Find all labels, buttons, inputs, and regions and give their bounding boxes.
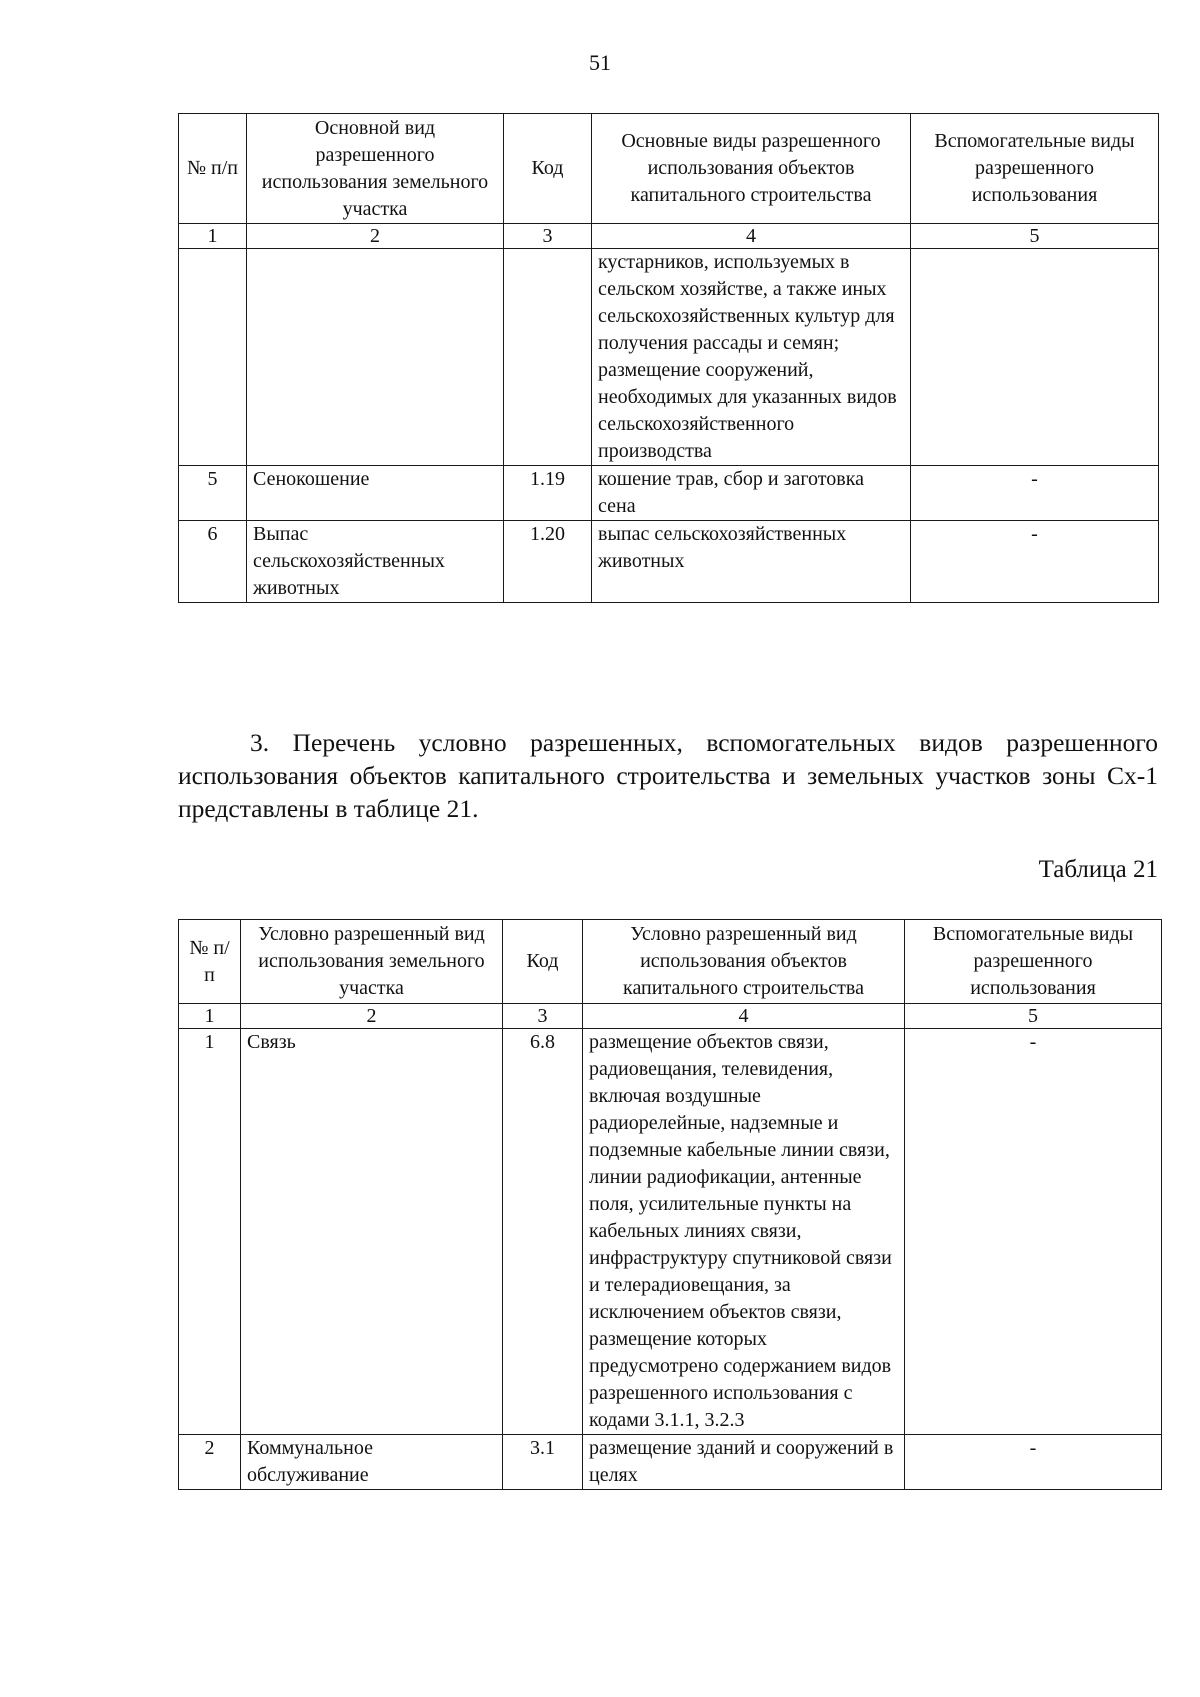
conditional-use-table (178, 919, 1162, 1490)
cell-aux: - (911, 466, 1159, 521)
table-row (179, 1435, 1162, 1490)
cell-desc: размещение зданий и сооружений в целях (583, 1435, 905, 1490)
table-row (179, 249, 1159, 466)
section-paragraph (178, 726, 1158, 825)
cell-code: 3.1 (503, 1435, 583, 1490)
column-number-row (179, 224, 1159, 249)
col-number: 1 (179, 1004, 241, 1029)
cell-code (504, 249, 592, 466)
land-use-table-continued (178, 113, 1159, 603)
col-number: 3 (503, 1004, 583, 1029)
header-main-obj: Основные виды разрешенного использования объектов капитального строительства (592, 114, 911, 224)
col-number: 3 (504, 224, 592, 249)
cell-desc: размещение объектов связи, радиовещания, телевидения, включая воздушные радиорелейные, надземные и подземные кабельные линии связи, линии радиофикации, антенные поля, усилительные пункты на кабельных линиях связи, инфраструктуру спутниковой связи и телерадиовещания, за исключением объектов связи, размещение которых предусмотрено содержанием видов разрешенного использования с кодами 3.1.1, 3.2.3 (583, 1029, 905, 1435)
cell-type (247, 249, 504, 466)
cell-num: 5 (179, 466, 247, 521)
col-number: 5 (905, 1004, 1162, 1029)
header-num: № п/п (179, 114, 247, 224)
col-number: 2 (241, 1004, 503, 1029)
col-number: 5 (911, 224, 1159, 249)
col-number: 4 (592, 224, 911, 249)
cell-type: Коммунальное обслуживание (241, 1435, 503, 1490)
cell-num: 6 (179, 521, 247, 603)
header-code: Код (504, 114, 592, 224)
table-row (179, 466, 1159, 521)
cell-code: 1.19 (504, 466, 592, 521)
header-aux: Вспомогательные виды разрешенного использования (905, 920, 1162, 1004)
table-row (179, 521, 1159, 603)
col-number: 1 (179, 224, 247, 249)
cell-aux: - (911, 521, 1159, 603)
cell-type: Сенокошение (247, 466, 504, 521)
cell-desc: выпас сельскохозяйственных животных (592, 521, 911, 603)
header-cond-obj: Условно разрешенный вид использования объектов капитального строительства (583, 920, 905, 1004)
header-aux: Вспомогательные виды разрешенного использования (911, 114, 1159, 224)
column-number-row (179, 1004, 1162, 1029)
header-main-type: Основной вид разрешенного использования земельного участка (247, 114, 504, 224)
cell-num (179, 249, 247, 466)
cell-type: Выпас сельскохозяйственных животных (247, 521, 504, 603)
cell-code: 1.20 (504, 521, 592, 603)
cell-aux: - (905, 1029, 1162, 1435)
col-number: 2 (247, 224, 504, 249)
table-caption: Таблица 21 (1038, 856, 1158, 883)
cell-num: 2 (179, 1435, 241, 1490)
cell-num: 1 (179, 1029, 241, 1435)
page-number: 51 (589, 50, 611, 75)
header-code: Код (503, 920, 583, 1004)
cell-aux: - (905, 1435, 1162, 1490)
header-num: № п/п (179, 920, 241, 1004)
table-header-row (179, 114, 1159, 224)
header-cond-type: Условно разрешенный вид использования земельного участка (241, 920, 503, 1004)
table-header-row (179, 920, 1162, 1004)
table-row (179, 1029, 1162, 1435)
cell-aux (911, 249, 1159, 466)
cell-desc: кошение трав, сбор и заготовка сена (592, 466, 911, 521)
cell-desc-continuation: кустарников, используемых в сельском хозяйстве, а также иных сельскохозяйственных культур для получения рассады и семян; размещение сооружений, необходимых для указанных видов сельскохозяйственного производства (592, 249, 911, 466)
cell-code: 6.8 (503, 1029, 583, 1435)
paragraph-text: 3. Перечень условно разрешенных, вспомогательных видов разрешенного использования объектов капитального строительства и земельных участков зоны Сх-1 представлены в таблице 21. (178, 728, 1158, 823)
cell-type: Связь (241, 1029, 503, 1435)
col-number: 4 (583, 1004, 905, 1029)
